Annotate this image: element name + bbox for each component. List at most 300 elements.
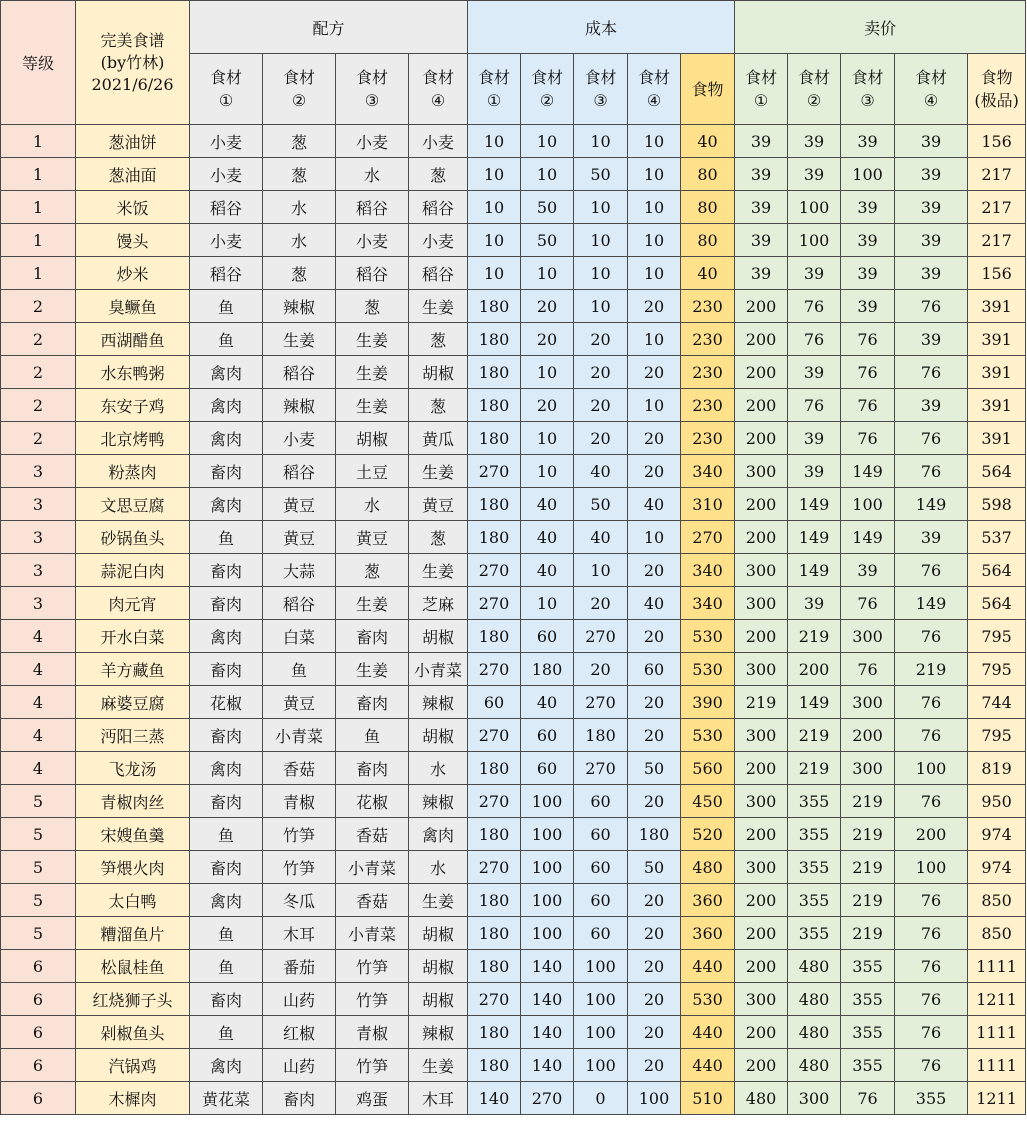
ingredient-price-cell: 149 [788,521,841,554]
ingredient-price-cell: 39 [895,323,968,356]
ingredient-price-cell: 200 [735,917,788,950]
ingredient-price-cell: 300 [841,620,895,653]
ingredient-cost-cell: 50 [521,224,574,257]
ingredient-cost-cell: 180 [628,818,681,851]
ingredient-cost-cell: 60 [574,818,628,851]
grade-cell: 3 [1,521,76,554]
ingredient-price-cell: 355 [841,1049,895,1082]
recipe-name-cell: 青椒肉丝 [76,785,190,818]
recipe-name-cell: 宋嫂鱼羹 [76,818,190,851]
ingredient-cell: 畜肉 [190,554,263,587]
table-row [1,521,1026,554]
ingredient-price-cell: 300 [788,1082,841,1115]
food-cost-cell: 340 [681,587,735,620]
ingredient-price-cell: 76 [895,884,968,917]
ingredient-cost-cell: 100 [574,1016,628,1049]
ingredient-price-cell: 219 [841,851,895,884]
recipe-name-cell: 臭鳜鱼 [76,290,190,323]
ingredient-price-cell: 480 [788,983,841,1016]
ingredient-price-cell: 39 [735,158,788,191]
ingredient-price-cell: 76 [788,323,841,356]
ingredient-cell: 胡椒 [409,719,468,752]
premium-price-header: 食物 (极品) [968,54,1026,125]
formula-col-header: 食材 ② [263,54,336,125]
premium-price-cell: 391 [968,356,1026,389]
ingredient-cell: 小麦 [190,224,263,257]
ingredient-cell: 竹笋 [336,1049,409,1082]
food-cost-cell: 80 [681,224,735,257]
ingredient-cost-cell: 270 [468,554,521,587]
ingredient-cost-cell: 20 [628,620,681,653]
ingredient-cell: 禽肉 [190,422,263,455]
ingredient-price-cell: 355 [788,785,841,818]
ingredient-cell: 花椒 [190,686,263,719]
ingredient-cell: 黄豆 [263,686,336,719]
ingredient-cost-cell: 100 [521,818,574,851]
ingredient-cost-cell: 180 [574,719,628,752]
ingredient-cell: 畜肉 [190,587,263,620]
ingredient-cell: 香菇 [336,884,409,917]
premium-price-cell: 1111 [968,1016,1026,1049]
recipe-name-cell: 砂锅鱼头 [76,521,190,554]
ingredient-cell: 鱼 [190,290,263,323]
grade-cell: 2 [1,389,76,422]
premium-price-cell: 156 [968,125,1026,158]
ingredient-cost-cell: 140 [521,1016,574,1049]
ingredient-cost-cell: 50 [628,851,681,884]
ingredient-cost-cell: 180 [468,1049,521,1082]
food-cost-cell: 310 [681,488,735,521]
ingredient-price-cell: 200 [735,620,788,653]
food-cost-cell: 530 [681,653,735,686]
ingredient-cell: 鱼 [190,917,263,950]
ingredient-price-cell: 100 [788,191,841,224]
ingredient-cell: 黄豆 [263,488,336,521]
ingredient-cell: 稻谷 [409,257,468,290]
grade-cell: 4 [1,719,76,752]
ingredient-cell: 香菇 [336,818,409,851]
ingredient-price-cell: 219 [788,620,841,653]
ingredient-price-cell: 39 [895,389,968,422]
ingredient-cell: 禽肉 [190,356,263,389]
ingredient-cost-cell: 180 [468,917,521,950]
premium-price-cell: 391 [968,290,1026,323]
ingredient-cost-cell: 180 [468,521,521,554]
ingredient-cost-cell: 10 [574,290,628,323]
ingredient-cost-cell: 20 [574,389,628,422]
table-row [1,389,1026,422]
ingredient-cell: 生姜 [409,554,468,587]
ingredient-price-cell: 149 [788,686,841,719]
table-row [1,950,1026,983]
premium-price-cell: 391 [968,422,1026,455]
premium-price-cell: 598 [968,488,1026,521]
ingredient-cell: 木耳 [263,917,336,950]
recipe-date: 2021/6/26 [91,74,174,94]
ingredient-price-cell: 300 [735,554,788,587]
recipe-name-cell: 西湖醋鱼 [76,323,190,356]
ingredient-cell: 稻谷 [190,257,263,290]
food-cost-cell: 80 [681,158,735,191]
ingredient-price-cell: 149 [841,455,895,488]
table-row [1,818,1026,851]
ingredient-cell: 畜肉 [190,455,263,488]
ingredient-price-cell: 39 [895,224,968,257]
ingredient-cost-cell: 10 [468,158,521,191]
ingredient-price-cell: 39 [788,455,841,488]
ingredient-cell: 黄豆 [336,521,409,554]
ingredient-cell: 小麦 [409,125,468,158]
ingredient-cost-cell: 20 [628,1016,681,1049]
table-row [1,422,1026,455]
ingredient-price-cell: 76 [895,356,968,389]
food-cost-header: 食物 [681,54,735,125]
ingredient-cell: 鱼 [190,323,263,356]
ingredient-cost-cell: 60 [521,719,574,752]
premium-price-cell: 537 [968,521,1026,554]
recipe-name-cell: 馒头 [76,224,190,257]
ingredient-cell: 小麦 [190,125,263,158]
food-cost-cell: 40 [681,125,735,158]
ingredient-cost-cell: 140 [521,950,574,983]
ingredient-cell: 稻谷 [190,191,263,224]
ingredient-cell: 畜肉 [190,785,263,818]
table-row [1,1082,1026,1115]
ingredient-price-cell: 200 [735,488,788,521]
ingredient-cost-cell: 10 [628,323,681,356]
ingredient-cell: 辣椒 [409,1016,468,1049]
ingredient-cost-cell: 10 [628,191,681,224]
food-cost-cell: 440 [681,950,735,983]
recipe-name-cell: 木樨肉 [76,1082,190,1115]
ingredient-price-cell: 200 [735,1049,788,1082]
ingredient-price-cell: 76 [841,422,895,455]
table-row [1,785,1026,818]
ingredient-cost-cell: 20 [628,290,681,323]
ingredient-price-cell: 300 [735,587,788,620]
ingredient-cell: 青椒 [336,1016,409,1049]
ingredient-cost-cell: 60 [628,653,681,686]
grade-cell: 4 [1,686,76,719]
ingredient-cell: 黄豆 [263,521,336,554]
ingredient-price-cell: 355 [788,851,841,884]
ingredient-price-cell: 76 [895,785,968,818]
ingredient-price-cell: 100 [895,752,968,785]
recipe-name-cell: 粉蒸肉 [76,455,190,488]
food-cost-cell: 530 [681,719,735,752]
ingredient-cell: 禽肉 [190,752,263,785]
food-cost-cell: 230 [681,389,735,422]
ingredient-cell: 禽肉 [190,884,263,917]
ingredient-price-cell: 355 [895,1082,968,1115]
ingredient-cost-cell: 100 [574,1049,628,1082]
table-row [1,653,1026,686]
ingredient-price-cell: 200 [735,1016,788,1049]
ingredient-cell: 小麦 [409,224,468,257]
ingredient-cost-cell: 180 [521,653,574,686]
ingredient-price-cell: 149 [895,488,968,521]
ingredient-cell: 胡椒 [409,356,468,389]
recipe-name-cell: 汽锅鸡 [76,1049,190,1082]
ingredient-cell: 生姜 [336,389,409,422]
ingredient-cell: 葱 [263,257,336,290]
ingredient-cost-cell: 40 [628,587,681,620]
grade-cell: 5 [1,851,76,884]
food-cost-cell: 530 [681,983,735,1016]
ingredient-price-cell: 100 [841,158,895,191]
premium-price-cell: 391 [968,389,1026,422]
food-cost-cell: 440 [681,1016,735,1049]
food-cost-cell: 340 [681,554,735,587]
ingredient-price-cell: 39 [735,224,788,257]
recipe-name-cell: 炒米 [76,257,190,290]
cost-group-header: 成本 [468,1,735,54]
ingredient-cost-cell: 60 [574,884,628,917]
ingredient-price-cell: 76 [895,455,968,488]
premium-price-cell: 974 [968,818,1026,851]
ingredient-cost-cell: 100 [521,785,574,818]
recipe-name-cell: 北京烤鸭 [76,422,190,455]
ingredient-cost-cell: 180 [468,884,521,917]
ingredient-cell: 稻谷 [409,191,468,224]
ingredient-cost-cell: 180 [468,752,521,785]
recipe-name-cell: 东安子鸡 [76,389,190,422]
recipe-name-cell: 飞龙汤 [76,752,190,785]
food-cost-cell: 230 [681,356,735,389]
food-cost-cell: 520 [681,818,735,851]
ingredient-price-cell: 200 [735,290,788,323]
ingredient-price-cell: 39 [735,191,788,224]
ingredient-cost-cell: 20 [574,323,628,356]
grade-cell: 1 [1,158,76,191]
ingredient-cell: 禽肉 [190,1049,263,1082]
ingredient-cell: 禽肉 [190,389,263,422]
ingredient-cost-cell: 20 [628,1049,681,1082]
ingredient-price-cell: 219 [788,752,841,785]
ingredient-cell: 胡椒 [409,917,468,950]
ingredient-price-cell: 76 [895,686,968,719]
ingredient-price-cell: 200 [841,719,895,752]
header-row-groups [1,1,1026,54]
grade-cell: 1 [1,257,76,290]
ingredient-cell: 葱 [336,554,409,587]
ingredient-price-cell: 39 [788,257,841,290]
premium-price-cell: 217 [968,224,1026,257]
ingredient-cell: 小青菜 [336,917,409,950]
recipe-name-cell: 糟溜鱼片 [76,917,190,950]
ingredient-cost-cell: 270 [574,620,628,653]
ingredient-cell: 山药 [263,983,336,1016]
ingredient-cell: 白菜 [263,620,336,653]
ingredient-cost-cell: 20 [574,422,628,455]
ingredient-cell: 鱼 [263,653,336,686]
ingredient-cost-cell: 40 [521,488,574,521]
ingredient-cost-cell: 20 [628,785,681,818]
ingredient-price-cell: 300 [841,686,895,719]
ingredient-price-cell: 480 [788,950,841,983]
ingredient-cell: 辣椒 [263,389,336,422]
ingredient-price-cell: 200 [735,389,788,422]
ingredient-cell: 葱 [409,323,468,356]
ingredient-cell: 小青菜 [263,719,336,752]
ingredient-cell: 竹笋 [336,950,409,983]
ingredient-cost-cell: 270 [468,587,521,620]
ingredient-price-cell: 300 [735,785,788,818]
ingredient-cost-cell: 10 [468,257,521,290]
ingredient-cost-cell: 270 [468,785,521,818]
premium-price-cell: 850 [968,917,1026,950]
ingredient-price-cell: 219 [841,785,895,818]
food-cost-cell: 230 [681,323,735,356]
ingredient-cost-cell: 10 [628,389,681,422]
ingredient-cell: 葱 [409,389,468,422]
food-cost-cell: 270 [681,521,735,554]
table-row [1,587,1026,620]
ingredient-cost-cell: 40 [521,554,574,587]
ingredient-cell: 葱 [409,521,468,554]
ingredient-cost-cell: 10 [521,158,574,191]
ingredient-cell: 生姜 [336,653,409,686]
recipe-name-cell: 蒜泥白肉 [76,554,190,587]
ingredient-price-cell: 355 [788,917,841,950]
ingredient-cost-cell: 270 [521,1082,574,1115]
ingredient-cell: 畜肉 [190,983,263,1016]
ingredient-cost-cell: 10 [521,125,574,158]
ingredient-price-cell: 480 [788,1049,841,1082]
ingredient-price-cell: 39 [841,554,895,587]
table-row [1,983,1026,1016]
grade-cell: 3 [1,587,76,620]
ingredient-cell: 畜肉 [190,653,263,686]
ingredient-cost-cell: 60 [574,917,628,950]
ingredient-cost-cell: 20 [628,455,681,488]
ingredient-cost-cell: 270 [574,686,628,719]
ingredient-cell: 畜肉 [263,1082,336,1115]
grade-cell: 4 [1,752,76,785]
ingredient-cost-cell: 10 [574,554,628,587]
grade-cell: 1 [1,224,76,257]
ingredient-price-cell: 39 [735,125,788,158]
premium-price-cell: 744 [968,686,1026,719]
ingredient-cost-cell: 10 [574,224,628,257]
cost-col-header: 食材 ② [521,54,574,125]
ingredient-cost-cell: 270 [468,983,521,1016]
food-cost-cell: 80 [681,191,735,224]
table-row [1,125,1026,158]
ingredient-cell: 水 [263,191,336,224]
food-cost-cell: 480 [681,851,735,884]
ingredient-cost-cell: 100 [521,917,574,950]
ingredient-cost-cell: 0 [574,1082,628,1115]
ingredient-price-cell: 219 [735,686,788,719]
recipe-name-cell: 剁椒鱼头 [76,1016,190,1049]
table-row [1,884,1026,917]
ingredient-price-cell: 39 [895,257,968,290]
premium-price-cell: 1211 [968,1082,1026,1115]
ingredient-price-cell: 219 [841,818,895,851]
ingredient-price-cell: 355 [788,818,841,851]
ingredient-cost-cell: 180 [468,620,521,653]
ingredient-cost-cell: 270 [468,851,521,884]
grade-cell: 5 [1,818,76,851]
ingredient-price-cell: 76 [895,917,968,950]
ingredient-price-cell: 480 [735,1082,788,1115]
ingredient-cost-cell: 270 [574,752,628,785]
ingredient-cost-cell: 10 [574,125,628,158]
ingredient-price-cell: 355 [788,884,841,917]
grade-cell: 4 [1,620,76,653]
table-row [1,1049,1026,1082]
premium-price-cell: 564 [968,455,1026,488]
ingredient-cost-cell: 180 [468,818,521,851]
ingredient-cost-cell: 50 [574,488,628,521]
premium-price-cell: 850 [968,884,1026,917]
ingredient-cost-cell: 20 [628,719,681,752]
ingredient-price-cell: 219 [895,653,968,686]
ingredient-price-cell: 39 [895,125,968,158]
ingredient-cost-cell: 40 [521,521,574,554]
ingredient-cell: 木耳 [409,1082,468,1115]
ingredient-cell: 鱼 [190,521,263,554]
premium-price-cell: 1111 [968,950,1026,983]
food-cost-cell: 450 [681,785,735,818]
ingredient-cell: 土豆 [336,455,409,488]
ingredient-cell: 鱼 [190,818,263,851]
ingredient-cell: 小麦 [263,422,336,455]
ingredient-price-cell: 39 [841,125,895,158]
table-row [1,323,1026,356]
ingredient-price-cell: 200 [735,752,788,785]
ingredient-cost-cell: 20 [628,983,681,1016]
ingredient-cost-cell: 20 [628,884,681,917]
ingredient-cost-cell: 40 [628,488,681,521]
formula-group-header: 配方 [190,1,468,54]
grade-cell: 2 [1,323,76,356]
ingredient-price-cell: 39 [841,290,895,323]
recipe-name-cell: 笋煨火肉 [76,851,190,884]
ingredient-price-cell: 76 [895,950,968,983]
ingredient-cell: 生姜 [263,323,336,356]
ingredient-price-cell: 76 [841,389,895,422]
table-row [1,224,1026,257]
recipe-name-cell: 羊方藏鱼 [76,653,190,686]
grade-cell: 6 [1,950,76,983]
ingredient-cell: 葱 [263,158,336,191]
grade-cell: 5 [1,785,76,818]
ingredient-cost-cell: 10 [628,224,681,257]
ingredient-cost-cell: 20 [628,950,681,983]
premium-price-cell: 564 [968,587,1026,620]
ingredient-price-cell: 39 [895,191,968,224]
ingredient-cost-cell: 180 [468,323,521,356]
premium-price-cell: 217 [968,158,1026,191]
ingredient-price-cell: 100 [895,851,968,884]
ingredient-cell: 水 [336,158,409,191]
ingredient-cost-cell: 10 [574,257,628,290]
ingredient-price-cell: 76 [895,1016,968,1049]
ingredient-cell: 生姜 [409,290,468,323]
ingredient-price-cell: 200 [895,818,968,851]
ingredient-price-cell: 219 [841,884,895,917]
premium-price-cell: 391 [968,323,1026,356]
ingredient-cell: 稻谷 [263,356,336,389]
ingredient-cell: 鱼 [190,1016,263,1049]
ingredient-cell: 稻谷 [336,191,409,224]
table-row [1,1016,1026,1049]
ingredient-cost-cell: 50 [521,191,574,224]
grade-cell: 3 [1,455,76,488]
recipe-title-header [76,1,190,125]
